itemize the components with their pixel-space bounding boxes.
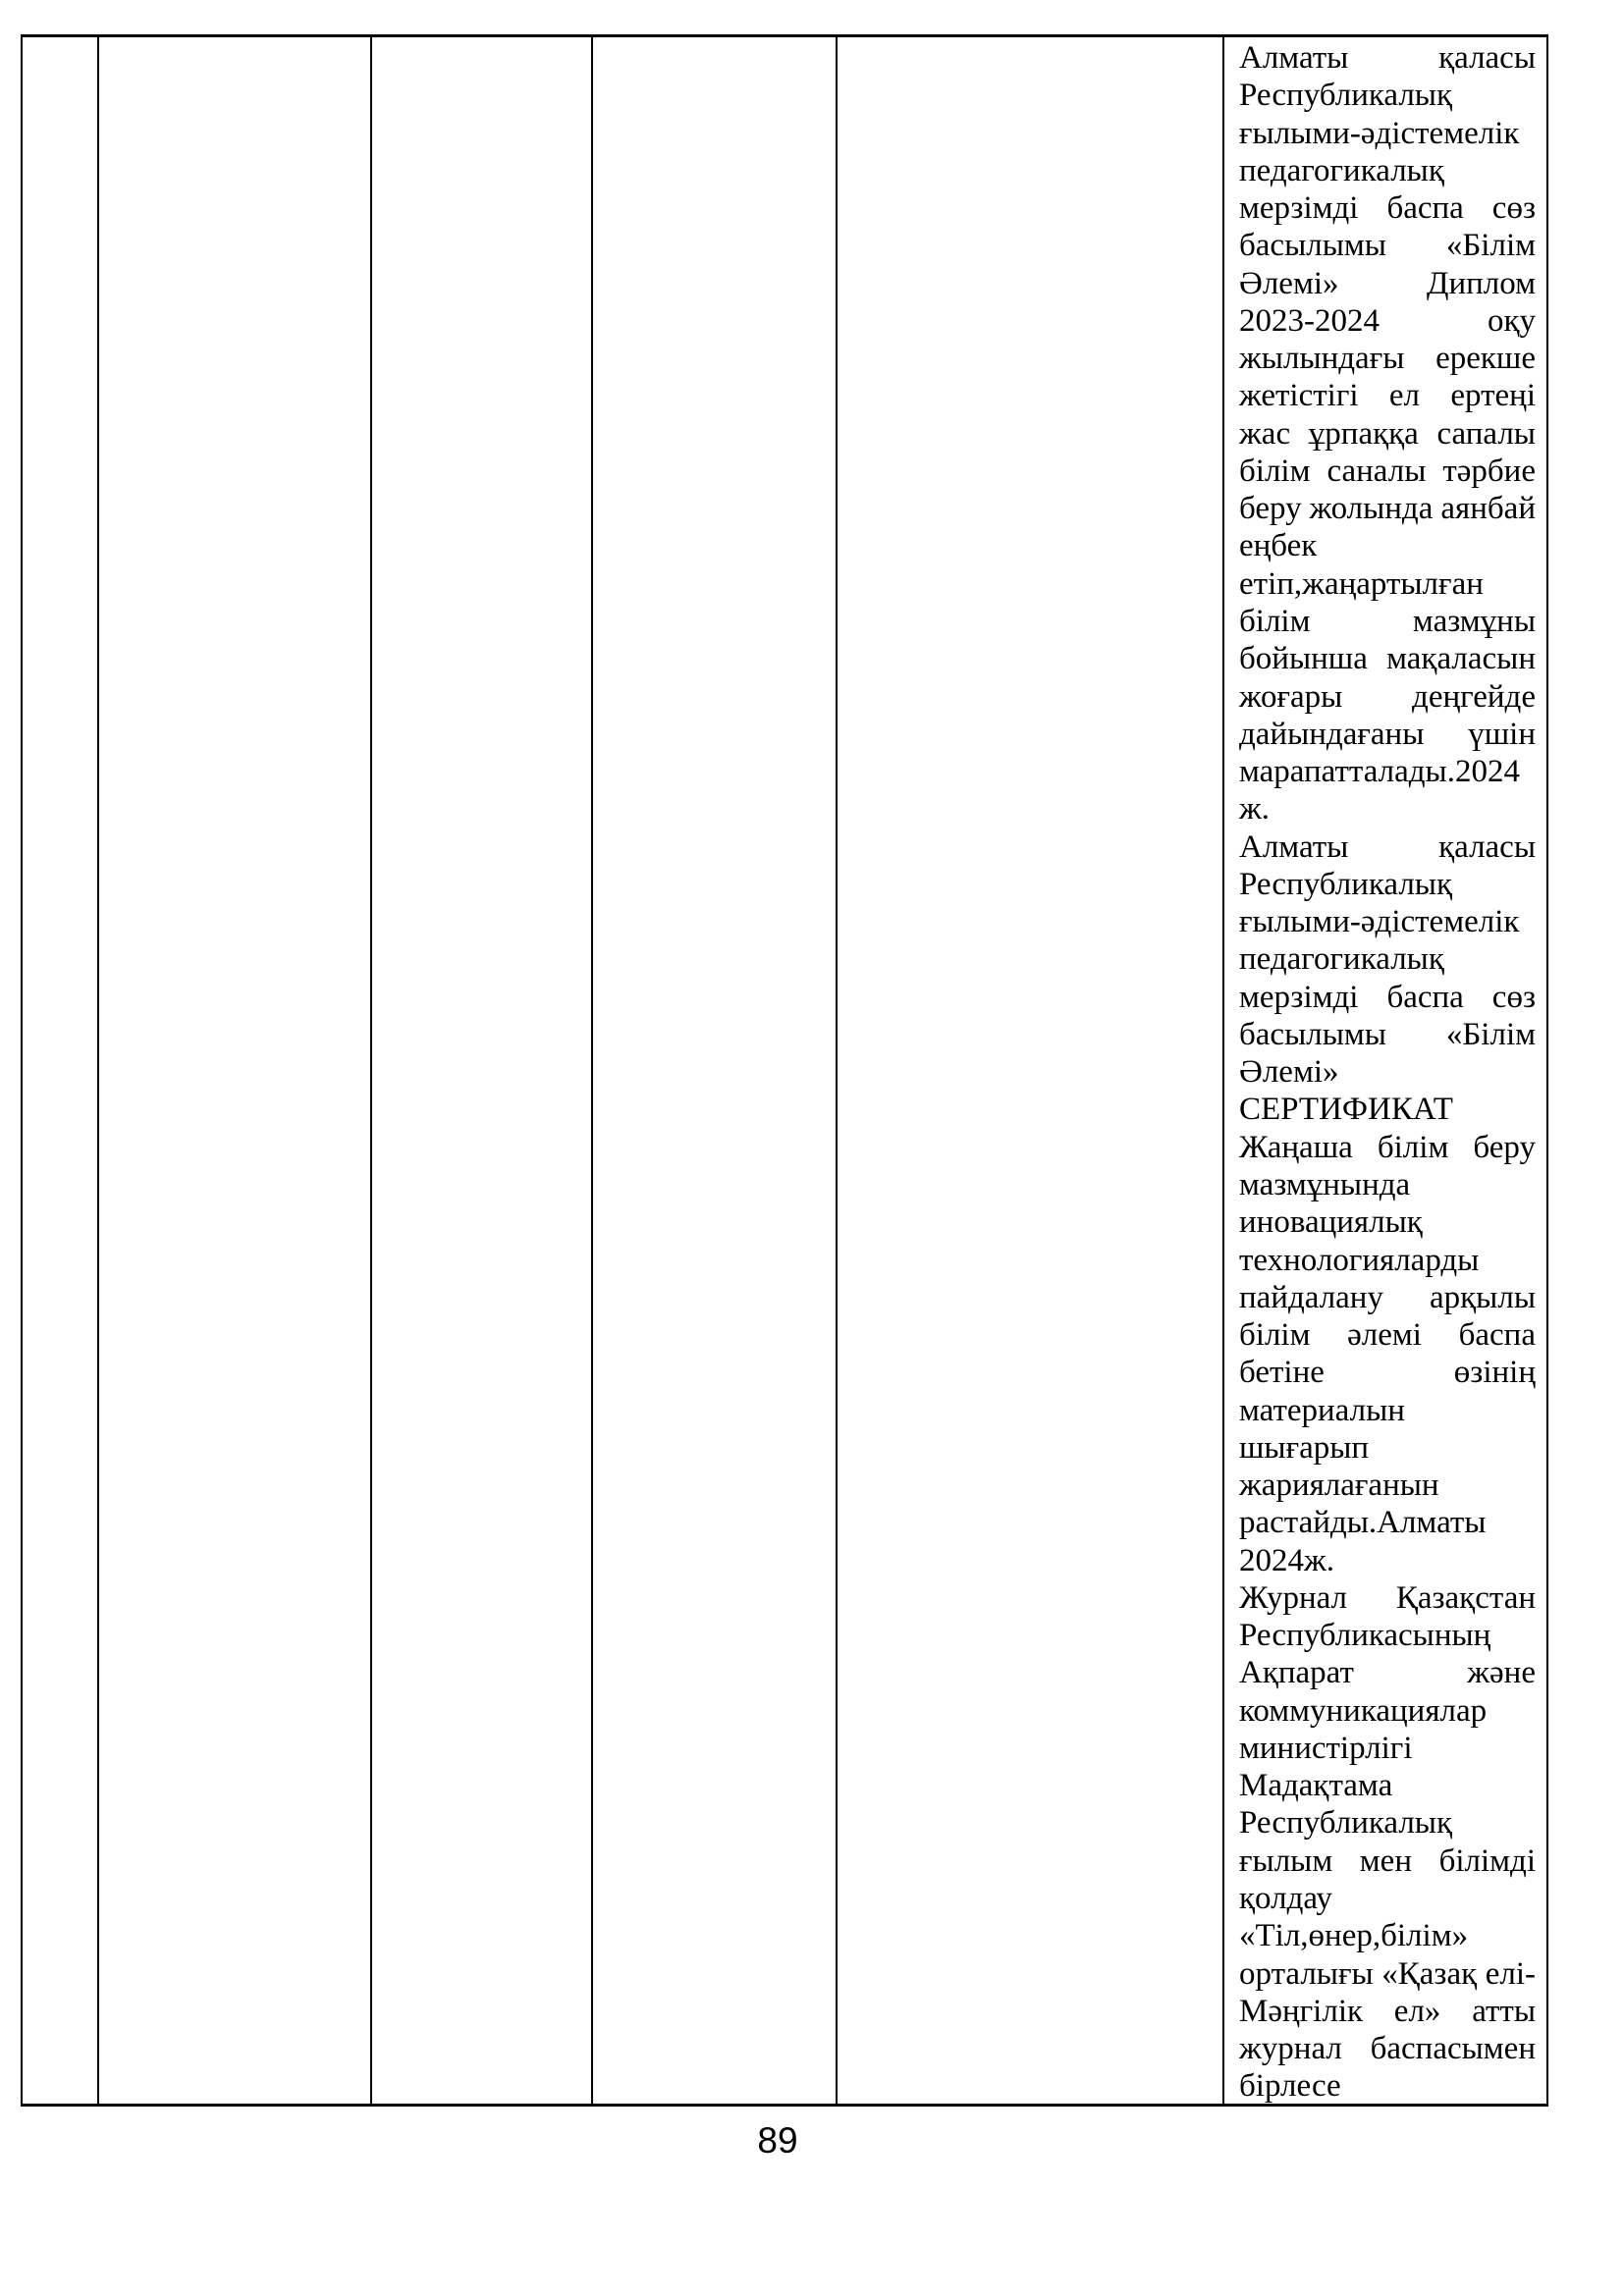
table-cell-4 [591, 37, 836, 2104]
text-line: Мадақтама [1239, 1768, 1393, 1804]
page-number: 89 [757, 2120, 798, 2161]
text-line: пайдалану арқылы [1239, 1279, 1536, 1315]
text-line: Алматы қаласы [1239, 828, 1536, 865]
text-line: 2023-2024 оқу [1239, 302, 1536, 339]
text-line: Республикасының [1239, 1618, 1491, 1654]
text-line: шығарып [1239, 1429, 1370, 1466]
table-cell-row-number [23, 37, 97, 2104]
text-line: марапатталады.2024 [1239, 754, 1520, 790]
text-line: коммуникациялар [1239, 1692, 1488, 1729]
awards-table-row [21, 34, 1548, 2107]
text-line: дайындағаны үшін [1239, 716, 1536, 752]
text-line: басылымы «Білім [1239, 228, 1536, 264]
text-line: Журнал Қазақстан [1239, 1579, 1536, 1616]
text-line: «Тіл,өнер,білім» [1239, 1918, 1469, 1954]
text-line: Республикалық [1239, 1805, 1452, 1842]
text-line: орталығы «Қазақ елі- [1239, 1955, 1536, 1992]
text-line: СЕРТИФИКАТ [1239, 1092, 1453, 1128]
text-line: етіп,жаңартылған [1239, 565, 1484, 602]
text-line: Алматы қаласы [1239, 40, 1536, 76]
table-cell-awards [1222, 37, 1546, 2104]
text-line: қолдау [1239, 1881, 1332, 1917]
text-line: Республикалық [1239, 78, 1452, 114]
text-line: бірлесе [1239, 2068, 1341, 2104]
text-line: материалын [1239, 1392, 1405, 1428]
text-line: ғылыми-әдістемелік [1239, 904, 1520, 940]
text-line: бойынша мақаласын [1239, 641, 1536, 677]
text-line: 2024ж. [1239, 1542, 1335, 1578]
text-line: ғылыми-әдістемелік [1239, 115, 1520, 151]
text-line: жылындағы ерекше [1239, 341, 1536, 377]
text-line: иновациялық [1239, 1204, 1423, 1241]
text-line: педагогикалық [1239, 941, 1444, 978]
text-line: Жаңаша білім беру [1239, 1129, 1536, 1165]
text-line: мерзімді баспа сөз [1239, 979, 1536, 1015]
text-line: білім мазмұны [1239, 603, 1536, 639]
text-line: педагогикалық [1239, 152, 1444, 188]
text-line: технологияларды [1239, 1242, 1480, 1278]
table-cell-3 [370, 37, 591, 2104]
text-line: журнал баспасымен [1239, 2031, 1536, 2067]
text-line: Ақпарат және [1239, 1655, 1536, 1691]
text-line: жетістігі ел ертеңі [1239, 378, 1536, 414]
text-line: жариялағанын [1239, 1468, 1439, 1504]
text-line: министірлігі [1239, 1730, 1413, 1766]
text-line: Әлемі» Диплом [1239, 265, 1536, 301]
award-text [1239, 39, 1536, 2104]
table-cell-2 [97, 37, 370, 2104]
text-line: еңбек [1239, 528, 1318, 564]
text-line: Әлемі» [1239, 1054, 1339, 1091]
text-line: жас ұрпаққа сапалы [1239, 415, 1536, 452]
text-line: мазмұнында [1239, 1166, 1411, 1202]
text-line: бетіне өзінің [1239, 1355, 1536, 1391]
text-line: ғылым мен білімді [1239, 1842, 1536, 1879]
text-line: Мәңгілік ел» атты [1239, 1993, 1536, 2029]
text-line: жоғары деңгейде [1239, 678, 1536, 715]
text-line: беру жолында аянбай [1239, 491, 1536, 527]
text-line: білім саналы тәрбие [1239, 453, 1536, 489]
text-line: басылымы «Білім [1239, 1016, 1536, 1052]
text-line: Республикалық [1239, 866, 1452, 902]
text-line: растайды.Алматы [1239, 1505, 1487, 1541]
text-line: ж. [1239, 791, 1271, 828]
table-cell-5 [836, 37, 1222, 2104]
text-line: білім әлемі баспа [1239, 1317, 1536, 1354]
text-line: мерзімді баспа сөз [1239, 190, 1536, 227]
